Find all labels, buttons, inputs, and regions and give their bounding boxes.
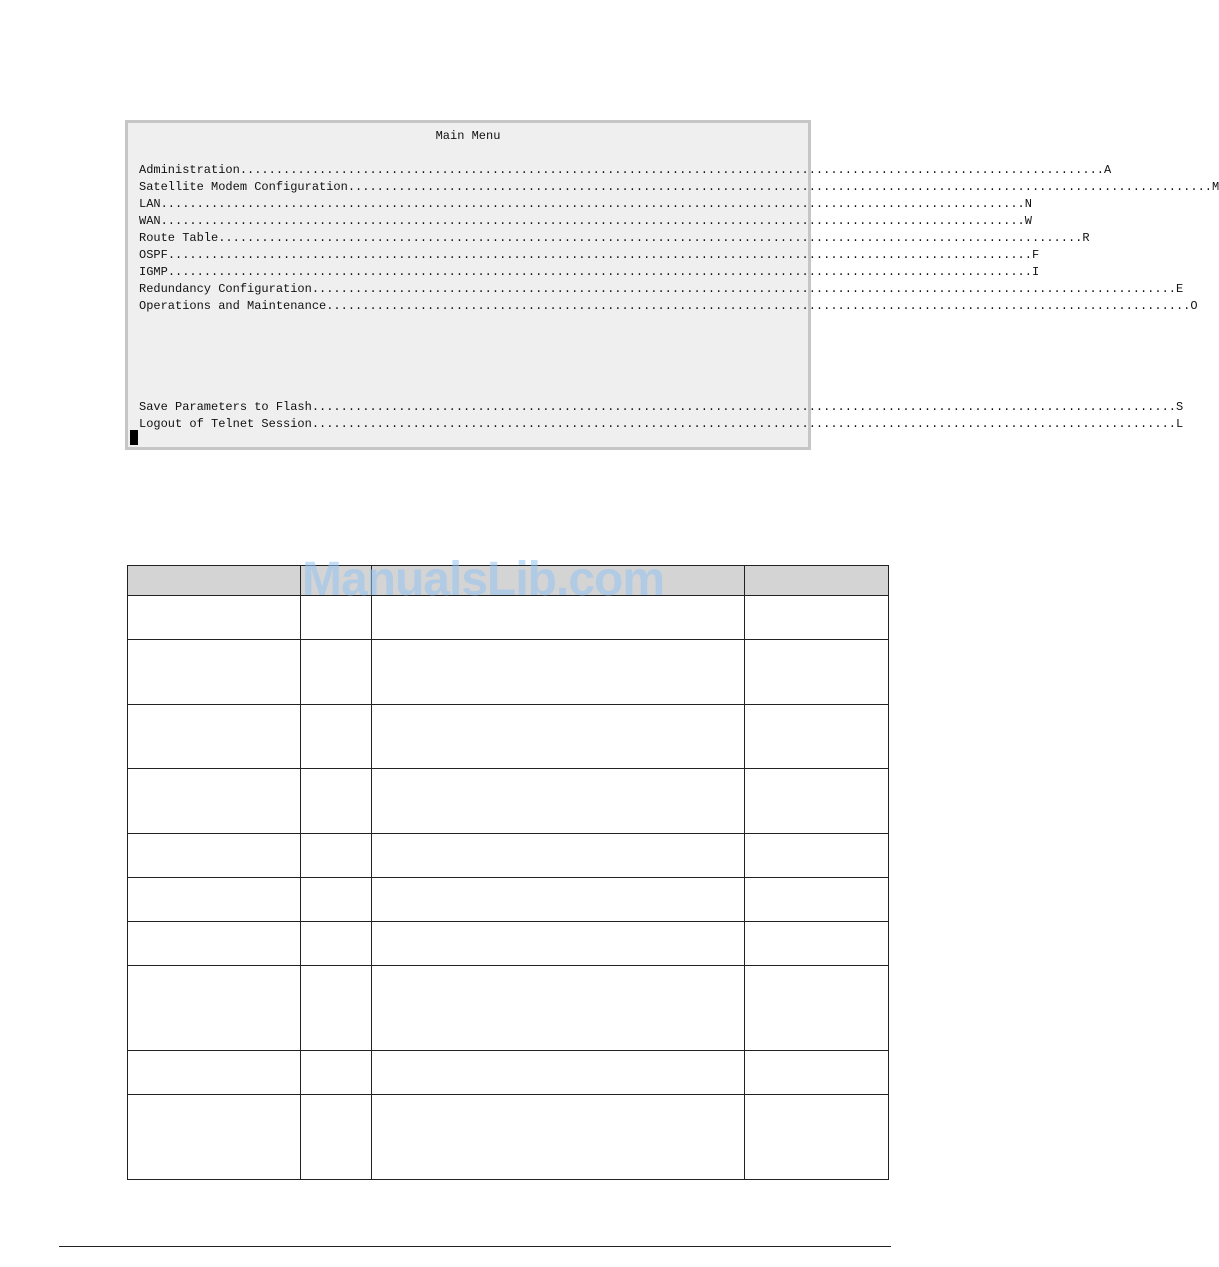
table-cell xyxy=(301,966,372,1051)
menu-item[interactable] xyxy=(139,265,1040,282)
table-cell xyxy=(128,966,301,1051)
table-row xyxy=(128,1051,889,1095)
table-cell xyxy=(372,878,745,922)
table-cell xyxy=(301,1051,372,1095)
menu-item[interactable] xyxy=(139,299,1198,316)
table-row xyxy=(128,705,889,769)
table-cell xyxy=(301,640,372,705)
table-row xyxy=(128,834,889,878)
table-row xyxy=(128,1095,889,1180)
menu-item-key: O xyxy=(1190,299,1198,313)
table-header-cell xyxy=(301,566,372,596)
menu-item-key: W xyxy=(1024,214,1032,228)
table-cell xyxy=(745,640,889,705)
table-cell xyxy=(372,922,745,966)
table-cell xyxy=(745,1051,889,1095)
menu-item-leader: ........................................................................................................................ xyxy=(326,299,1191,313)
table-cell xyxy=(372,834,745,878)
menu-item-leader: ........................................................................................................................ xyxy=(347,180,1212,194)
table-cell xyxy=(301,1095,372,1180)
menu-item[interactable] xyxy=(139,400,1184,417)
table-row xyxy=(128,640,889,705)
menu-item-key: R xyxy=(1082,231,1090,245)
menu-item-label: Operations and Maintenance xyxy=(139,299,327,313)
menu-item-key: F xyxy=(1031,248,1040,262)
table-cell xyxy=(745,705,889,769)
menu-item-label: Satellite Modem Configuration xyxy=(139,180,348,194)
menu-item-key: E xyxy=(1175,282,1184,296)
table-cell xyxy=(128,596,301,640)
menu-item-leader: ........................................................................................................................ xyxy=(167,248,1032,262)
table-cell xyxy=(372,1051,745,1095)
menu-item-label: OSPF xyxy=(139,248,168,262)
table-cell xyxy=(301,769,372,834)
table-cell xyxy=(128,640,301,705)
table-cell xyxy=(745,922,889,966)
footer-rule xyxy=(59,1246,891,1247)
menu-item-key: N xyxy=(1024,197,1032,211)
table-cell xyxy=(745,1095,889,1180)
menu-item-key: S xyxy=(1175,400,1184,414)
menu-item-leader: ........................................................................................................................ xyxy=(218,231,1083,245)
menu-item-key: I xyxy=(1031,265,1040,279)
table-row xyxy=(128,878,889,922)
table-header-cell xyxy=(128,566,301,596)
table-cell xyxy=(372,705,745,769)
table-cell xyxy=(745,878,889,922)
table-row xyxy=(128,966,889,1051)
table-cell xyxy=(128,705,301,769)
menu-item-key: L xyxy=(1175,417,1184,431)
menu-item-label: WAN xyxy=(139,214,161,228)
watermark: ManualsLib.com xyxy=(301,553,665,606)
menu-item-label: IGMP xyxy=(139,265,168,279)
table-cell xyxy=(372,769,745,834)
table-cell xyxy=(372,1095,745,1180)
menu-item-leader: ........................................................................................................................ xyxy=(160,214,1025,228)
menu-item-leader: ........................................................................................................................ xyxy=(160,197,1025,211)
table-cell xyxy=(128,769,301,834)
table-header-cell xyxy=(745,566,889,596)
table-cell xyxy=(745,596,889,640)
table-cell xyxy=(301,596,372,640)
menu-item[interactable] xyxy=(139,197,1032,214)
menu-item-key: A xyxy=(1103,163,1112,177)
menu-item[interactable] xyxy=(139,163,1112,180)
menu-item[interactable] xyxy=(139,417,1184,434)
table-cell xyxy=(745,769,889,834)
menu-item-leader: ........................................................................................................................ xyxy=(239,163,1104,177)
table-cell xyxy=(301,878,372,922)
table-cell xyxy=(372,596,745,640)
menu-item-label: Save Parameters to Flash xyxy=(139,400,312,414)
table-row xyxy=(128,596,889,640)
table-cell xyxy=(301,834,372,878)
table-header-cell xyxy=(372,566,745,596)
menu-item-leader: ........................................................................................................................ xyxy=(311,400,1176,414)
menu-item-leader: ........................................................................................................................ xyxy=(167,265,1032,279)
table-cell xyxy=(128,1051,301,1095)
menu-title: Main Menu xyxy=(435,129,501,143)
table-row xyxy=(128,769,889,834)
menu-item-leader: ........................................................................................................................ xyxy=(311,417,1176,431)
table-cell xyxy=(128,922,301,966)
menu-item[interactable] xyxy=(139,231,1090,248)
menu-item-leader: ........................................................................................................................ xyxy=(311,282,1176,296)
menu-item[interactable] xyxy=(139,282,1184,299)
table-cell xyxy=(372,966,745,1051)
menu-item-label: Route Table xyxy=(139,231,219,245)
table-row xyxy=(128,922,889,966)
table-cell xyxy=(301,705,372,769)
table-cell xyxy=(745,966,889,1051)
text-cursor xyxy=(130,430,138,445)
menu-item-label: Redundancy Configuration xyxy=(139,282,312,296)
table-cell xyxy=(128,834,301,878)
terminal-window xyxy=(125,120,1219,450)
table-cell xyxy=(128,878,301,922)
menu-item-label: Logout of Telnet Session xyxy=(139,417,312,431)
menu-item[interactable] xyxy=(139,248,1040,265)
menu-item[interactable] xyxy=(139,180,1219,197)
table-cell xyxy=(372,640,745,705)
table-cell xyxy=(128,1095,301,1180)
table-header-row xyxy=(128,566,889,596)
table-cell xyxy=(301,922,372,966)
menu-item-label: Administration xyxy=(139,163,240,177)
menu-item-label: LAN xyxy=(139,197,161,211)
parameter-table xyxy=(127,565,889,1180)
menu-item[interactable] xyxy=(139,214,1032,231)
table-cell xyxy=(745,834,889,878)
menu-item-key: M xyxy=(1211,180,1219,194)
